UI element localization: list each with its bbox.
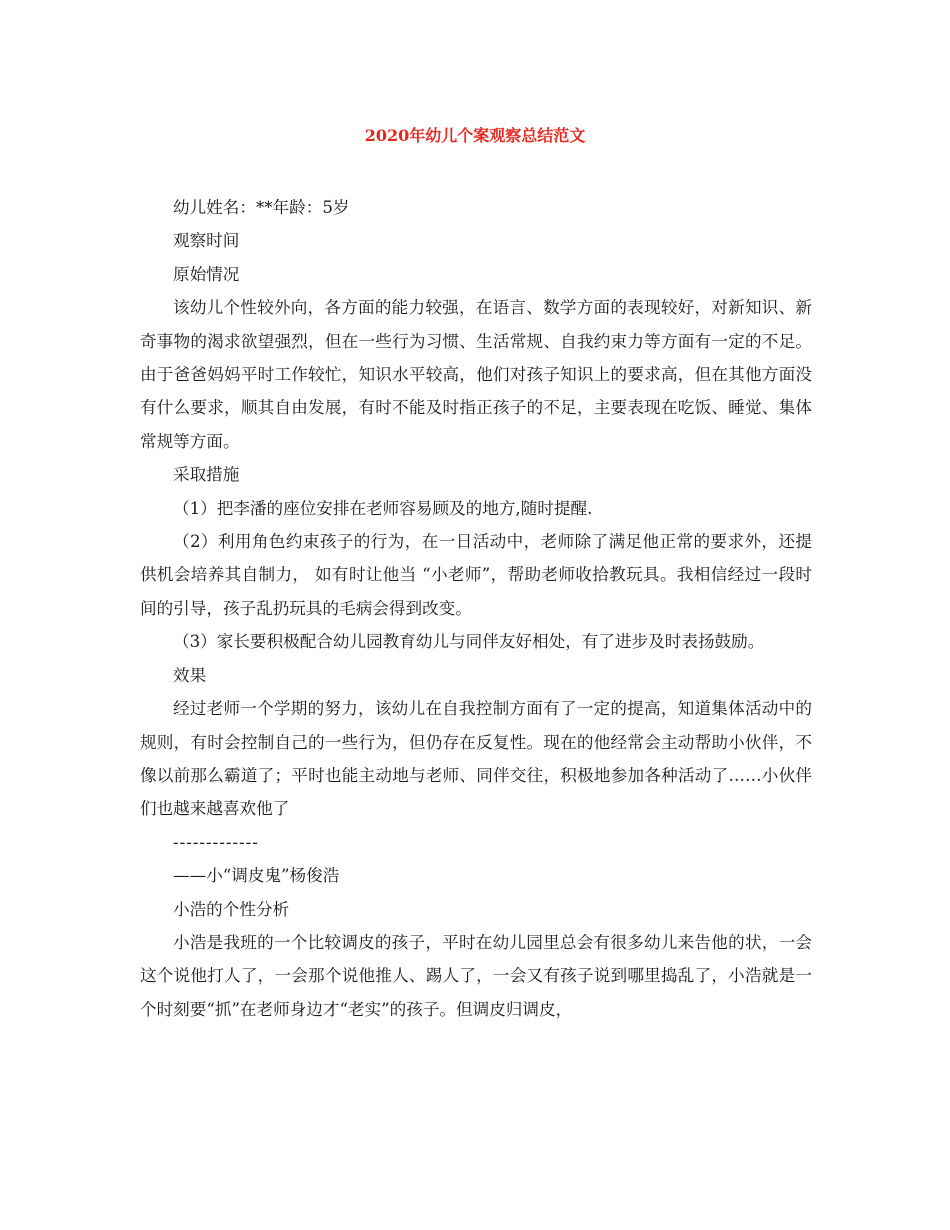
child-info-paragraph: 幼儿姓名：**年龄：5岁 — [173, 198, 350, 217]
effect-heading: 效果 — [173, 665, 207, 685]
personality-analysis-paragraph: 小浩是我班的一个比较调皮的孩子，平时在幼儿园里总会有很多幼儿来告他的状，一会这个说他打人了，一会那个说他推人、踢人了，一会又有孩子说到哪里捣乱了，小浩就是一个时刻要“抓”在老师身边才“老实”的孩子。但调皮归调皮， — [140, 932, 812, 1019]
observation-time-heading: 观察时间 — [173, 231, 240, 251]
personality-analysis-heading: 小浩的个性分析 — [173, 899, 290, 919]
effect-paragraph: 经过老师一个学期的努力，该幼儿在自我控制方面有了一定的提高，知道集体活动中的规则，有时会控制自己的一些行为，但仍存在反复性。现在的他经常会主动帮助小伙伴，不像以前那么霸道了；平时也能主动地与老师、同伴交往，积极地参加各种活动了……小伙伴们也越来越喜欢他了 — [140, 699, 812, 819]
original-situation-paragraph: 该幼儿个性较外向，各方面的能力较强，在语言、数学方面的表现较好，对新知识、新奇事物的渴求欲望强烈，但在一些行为习惯、生活常规、自我约束力等方面有一定的不足。由于爸爸妈妈平时工作较忙，知识水平较高，他们对孩子知识上的要求高，但在其他方面没有什么要求，顺其自由发展，有时不能及时指正孩子的不足，主要表现在吃饭、睡觉、集体常规等方面。 — [140, 298, 812, 451]
second-case-subtitle: ——小“调皮鬼”杨俊浩 — [173, 866, 340, 886]
measure-item-1: （1）把李潘的座位安排在老师容易顾及的地方,随时提醒. — [173, 498, 593, 518]
document-title: 2020年幼儿个案观察总结范文 — [364, 126, 586, 145]
separator-line: ------------- — [173, 832, 259, 852]
measures-heading: 采取措施 — [173, 465, 240, 485]
original-situation-heading: 原始情况 — [173, 264, 240, 284]
measure-item-3: （3）家长要积极配合幼儿园教育幼儿与同伴友好相处，有了进步及时表扬鼓励。 — [173, 632, 765, 652]
measure-item-2: （2）利用角色约束孩子的行为，在一日活动中，老师除了满足他正常的要求外，还提供机会培养其自制力， 如有时让他当 “小老师”，帮助老师收拾教玩具。我相信经过一段时间的引导，孩子乱扔玩具的毛病会得到改变。 — [140, 532, 812, 618]
document-body — [140, 191, 812, 1026]
